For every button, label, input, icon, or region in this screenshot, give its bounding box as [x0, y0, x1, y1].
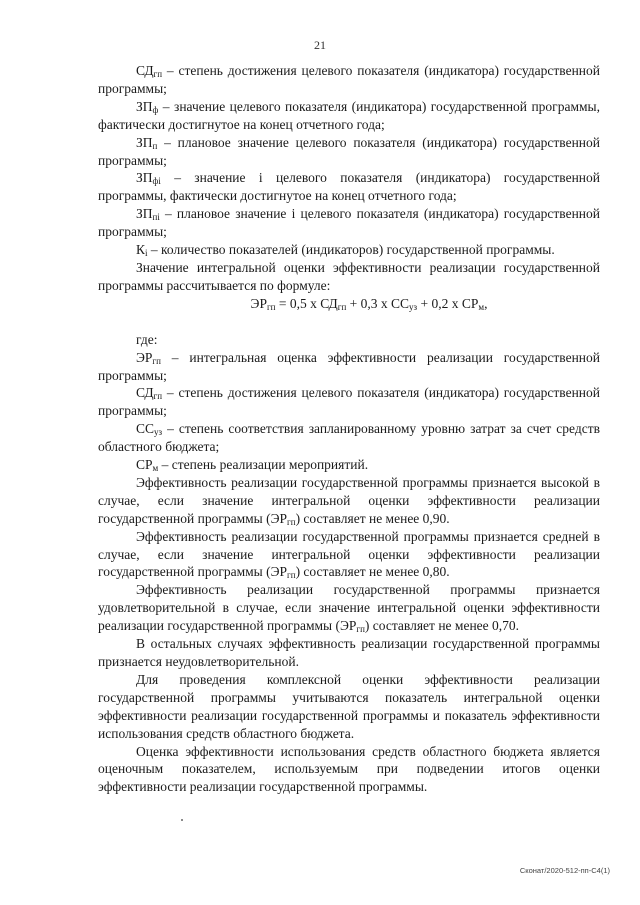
- document-stamp: Сконат/2020-512-пп-С4(1): [519, 866, 610, 875]
- definition-sr-m: $СР_м$ – степень реализации мероприятий.: [136, 457, 369, 474]
- criterion-medium: Эффективность реализации государственной программы признается средней в случае, если значение интегральной оценки эффективности реализации государственной программы $(ЭР_{гп})$ составляет не менее 0,80.: [98, 528, 600, 581]
- definition-sd-gp-2: $СД_{гп}$ – степень достижения целевого показателя (индикатора) государственной программы;: [98, 385, 600, 419]
- definition-er-gp: $ЭР_{гп}$ – интегральная оценка эффективности реализации государственной программы;: [98, 349, 600, 383]
- page-number: 21: [314, 38, 326, 52]
- spacer: [98, 313, 600, 331]
- definition-sd-gp: $СД_{гп}$ – степень достижения целевого показателя (индикатора) государственной программы;: [98, 63, 600, 96]
- criterion-high: Эффективность реализации государственной программы признается высокой в случае, если значение интегральной оценки эффективности реализации государственной программы $(ЭР_{гп})$ составляет не менее 0,90.: [98, 474, 600, 527]
- definition-zp-fi: $ЗП_{фi}$ – значение i целевого показателя (индикатора) государственной программы, фактически достигнутое на конец отчетного года;: [98, 170, 600, 204]
- definition-k-i: $К_i$ – количество показателей (индикаторов) государственной программы.: [136, 242, 555, 259]
- criterion-satisfactory: Эффективность реализации государственной программы признается удовлетворительной в случае, если значение интегральной оценки эффективности реализации государственной программы $(ЭР_{гп})$ составляет не менее 0,70.: [98, 582, 600, 635]
- formula: $ЭР_{гп} = 0,5$ х $СД_{гп} + 0,3$ х $СС_{уз} + 0,2$ х $СР_м$,: [250, 295, 488, 312]
- document-body: [98, 62, 600, 796]
- definition-ss-uz: $СС_{уз}$ – степень соответствия запланированному уровню затрат за счет средств областного бюджета;: [98, 421, 600, 455]
- where-label: где:: [136, 331, 158, 347]
- paragraph-unsatisfactory: В остальных случаях эффективность реализации государственной программы признается неудовлетворительной.: [98, 636, 600, 669]
- formula-intro: Значение интегральной оценки эффективности реализации государственной программы рассчитывается по формуле:: [98, 259, 600, 293]
- definition-zp-p: $ЗП_п$ – плановое значение целевого показателя (индикатора) государственной программы;: [98, 134, 600, 168]
- definition-zp-pi: $ЗП_{пi}$ – плановое значение i целевого показателя (индикатора) государственной программы;: [98, 206, 600, 240]
- paragraph-complex-assessment: Для проведения комплексной оценки эффективности реализации государственной программы учитываются показатель интегральной оценки эффективности реализации государственной программы и показатель эффективности использования средств областного бюджета.: [98, 671, 600, 741]
- scan-speck: [181, 819, 183, 821]
- paragraph-budget-efficiency: Оценка эффективности использования средств областного бюджета является оценочным показателем, используемым при подведении итогов оценки эффективности реализации государственной программы.: [98, 743, 600, 795]
- definition-zp-f: $ЗП_ф$ – значение целевого показателя (индикатора) государственной программы, фактически достигнутое на конец отчетного года;: [98, 98, 600, 132]
